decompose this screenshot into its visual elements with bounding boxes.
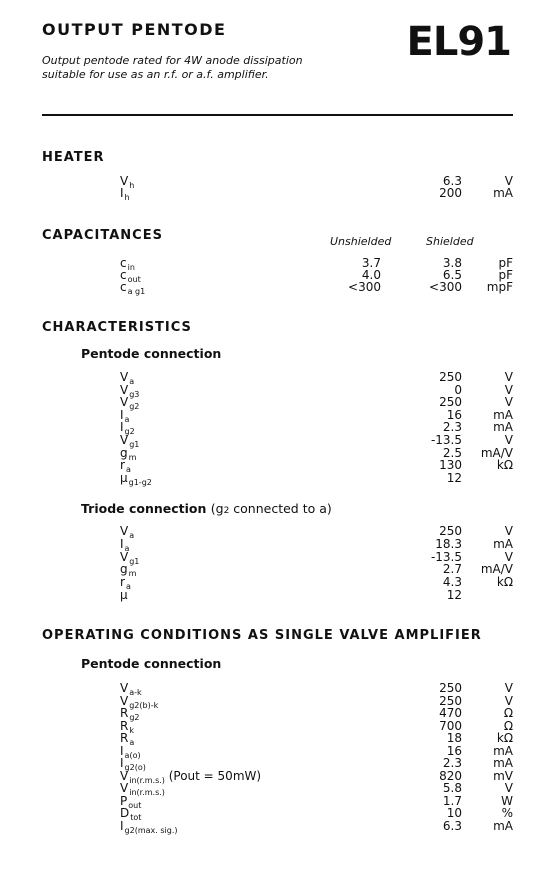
param-symbol-main: I — [120, 420, 124, 435]
param-symbol-main: R — [120, 718, 129, 733]
param-symbol-subscript: in(r.m.s.) — [129, 788, 165, 797]
param-value: 200 — [439, 186, 462, 200]
param-symbol-subscript: h — [124, 193, 130, 202]
param-symbol-subscript: in(r.m.s.) — [129, 775, 165, 785]
param-symbol-main: g — [120, 445, 128, 460]
param-symbol-subscript: in — [127, 263, 135, 272]
param-value: -13.5 — [430, 433, 462, 447]
param-symbol-subscript: a — [124, 543, 130, 553]
subsection-operating-pentode: Pentode connection — [81, 656, 222, 671]
param-unit: mA — [493, 743, 513, 758]
section-heater: HEATER — [42, 150, 105, 165]
param-symbol-subscript: a g1 — [127, 287, 146, 296]
param-value: 16 — [446, 407, 462, 422]
param-value: 5.8 — [442, 781, 462, 795]
param-symbol-main: r — [120, 458, 125, 473]
param-value: 1.7 — [442, 793, 462, 808]
param-unit: W — [501, 793, 513, 808]
section-operating: OPERATING CONDITIONS AS SINGLE VALVE AMPLIFIER — [42, 628, 482, 643]
param-unit: V — [504, 174, 513, 188]
param-symbol-subscript: a(o) — [124, 750, 141, 760]
param-symbol — [120, 588, 128, 602]
param-symbol-main: D — [120, 806, 130, 820]
param-unit: mA — [493, 407, 513, 422]
param-value: 250 — [439, 681, 462, 695]
param-unit: kΩ — [496, 575, 513, 590]
param-unit: V — [504, 395, 513, 410]
triode-note-sub: 2 — [223, 506, 230, 516]
param-symbol — [120, 471, 152, 487]
param-symbol-subscript: g2(max. sig.) — [124, 825, 178, 835]
param-symbol-subscript: m — [128, 569, 137, 579]
param-symbol-main: V — [120, 549, 129, 564]
param-symbol-subscript: out — [127, 275, 141, 284]
param-symbol-main: c — [120, 256, 127, 270]
param-symbol-main: V — [120, 693, 129, 708]
param-symbol-main: I — [120, 186, 124, 200]
cap-shielded-value: <300 — [429, 280, 462, 294]
param-symbol-subscript: g1 — [129, 556, 140, 566]
param-unit: mA — [493, 186, 513, 200]
param-value: 2.7 — [442, 562, 462, 577]
header-rule — [42, 114, 513, 116]
param-value: 10 — [446, 806, 462, 820]
subsection-triode — [81, 501, 332, 516]
param-unit: mA — [493, 756, 513, 770]
param-symbol-main: I — [120, 756, 124, 770]
param-symbol-subscript: g2 — [129, 713, 140, 722]
param-symbol-subscript: g2(o) — [124, 763, 146, 772]
param-symbol-subscript: g3 — [129, 389, 140, 399]
param-unit: V — [504, 524, 513, 538]
param-value: 16 — [446, 743, 462, 758]
param-value: 6.3 — [442, 174, 462, 188]
param-symbol — [120, 186, 130, 202]
param-value: 2.3 — [442, 756, 462, 770]
param-symbol-subscript: a — [129, 377, 135, 386]
subtitle-line-2: suitable for use as an r.f. or a.f. amplifier. — [42, 68, 269, 81]
param-unit: V — [504, 433, 513, 447]
param-unit: V — [504, 781, 513, 795]
col-shielded: Shielded — [426, 235, 474, 248]
param-symbol-subscript: g2 — [129, 402, 140, 412]
param-symbol-main: I — [120, 818, 124, 833]
subsection-pentode: Pentode connection — [81, 346, 222, 361]
param-unit: pF — [498, 256, 513, 270]
param-symbol-main: c — [120, 268, 127, 282]
param-unit: V — [504, 382, 513, 397]
param-value: 0 — [454, 382, 462, 397]
param-symbol-main: V — [120, 370, 129, 384]
param-symbol-main: I — [120, 743, 124, 758]
param-symbol-main: V — [120, 781, 129, 795]
param-unit: mA — [493, 536, 513, 551]
param-unit: kΩ — [496, 458, 513, 473]
param-symbol-subscript: h — [129, 181, 135, 190]
param-unit: mpF — [486, 280, 513, 294]
param-symbol-subscript: out — [128, 800, 142, 810]
triode-note-post: connected to a) — [229, 501, 332, 516]
param-value: 820 — [439, 768, 462, 783]
param-symbol-main: μ — [120, 470, 128, 485]
cap-unshielded-value: 4.0 — [361, 268, 381, 282]
param-symbol-main: V — [120, 681, 129, 695]
param-value: 2.5 — [442, 445, 462, 460]
param-symbol-subscript: g2 — [124, 427, 135, 437]
param-unit: Ω — [503, 718, 513, 733]
param-symbol-main: V — [120, 395, 129, 410]
param-unit: Ω — [503, 706, 513, 720]
param-symbol-main: V — [120, 768, 129, 783]
param-unit: % — [501, 806, 513, 820]
param-value: 130 — [439, 458, 462, 473]
param-symbol-main: R — [120, 706, 129, 720]
param-unit: mV — [493, 768, 513, 783]
param-value: 12 — [446, 588, 462, 602]
param-symbol-main: r — [120, 575, 125, 590]
param-symbol-main: V — [120, 433, 129, 447]
param-symbol-subscript: m — [128, 452, 137, 462]
param-value: 250 — [439, 370, 462, 384]
param-unit: V — [504, 549, 513, 564]
param-unit: V — [504, 370, 513, 384]
param-value: -13.5 — [430, 549, 462, 564]
col-unshielded: Unshielded — [330, 235, 392, 248]
param-symbol-main: V — [120, 382, 129, 397]
param-value: 4.3 — [442, 575, 462, 590]
triode-title: Triode connection — [81, 501, 207, 516]
param-unit: V — [504, 693, 513, 708]
param-unit: mA — [493, 818, 513, 833]
param-value: 6.3 — [442, 818, 462, 833]
param-symbol-subscript: a — [129, 531, 135, 540]
param-value: 470 — [439, 706, 462, 720]
param-symbol-subscript: a — [125, 465, 131, 475]
param-unit: pF — [498, 268, 513, 282]
param-symbol-main: P — [120, 793, 128, 808]
param-symbol-main: μ — [120, 588, 128, 602]
param-symbol — [120, 280, 145, 296]
param-value: 18.3 — [435, 536, 462, 551]
param-symbol-subscript: a — [125, 582, 131, 592]
param-symbol-main: R — [120, 731, 129, 745]
section-characteristics: CHARACTERISTICS — [42, 320, 192, 335]
param-value: 700 — [439, 718, 462, 733]
valve-type: EL91 — [406, 19, 511, 65]
param-value: 250 — [439, 693, 462, 708]
param-symbol-main: g — [120, 562, 128, 577]
section-capacitances: CAPACITANCES — [42, 228, 163, 243]
param-symbol-subscript: g2(b)-k — [129, 700, 159, 710]
param-unit: mA/V — [480, 445, 513, 460]
param-symbol-subscript: a — [129, 738, 135, 747]
param-value: 12 — [446, 470, 462, 485]
param-symbol-main: I — [120, 407, 124, 422]
param-symbol-subscript: tot — [130, 813, 142, 822]
param-unit: mA/V — [480, 562, 513, 577]
param-condition: (Pout = 50mW) — [164, 768, 262, 783]
param-symbol-subscript: a-k — [129, 688, 142, 697]
param-symbol — [120, 819, 177, 835]
param-symbol-subscript: g1-g2 — [128, 477, 152, 487]
param-symbol-main: V — [120, 524, 129, 538]
param-unit: mA — [493, 420, 513, 435]
param-value: 250 — [439, 524, 462, 538]
cap-shielded-value: 3.8 — [442, 256, 462, 270]
param-value: 18 — [446, 731, 462, 745]
subtitle-line-1: Output pentode rated for 4W anode dissipation — [42, 54, 303, 67]
cap-shielded-value: 6.5 — [442, 268, 462, 282]
cap-unshielded-value: <300 — [348, 280, 381, 294]
param-symbol-main: V — [120, 174, 129, 188]
param-symbol-subscript: a — [124, 414, 130, 424]
param-symbol-main: c — [120, 280, 127, 294]
page-title: OUTPUT PENTODE — [42, 20, 227, 39]
param-symbol-main: I — [120, 536, 124, 551]
param-symbol-subscript: g1 — [129, 440, 140, 449]
param-value: 250 — [439, 395, 462, 410]
param-symbol-subscript: k — [129, 725, 134, 735]
cap-unshielded-value: 3.7 — [361, 256, 381, 270]
triode-note-pre: (g — [210, 501, 224, 516]
param-unit: V — [504, 681, 513, 695]
param-value: 2.3 — [442, 420, 462, 435]
param-unit: kΩ — [496, 731, 513, 745]
